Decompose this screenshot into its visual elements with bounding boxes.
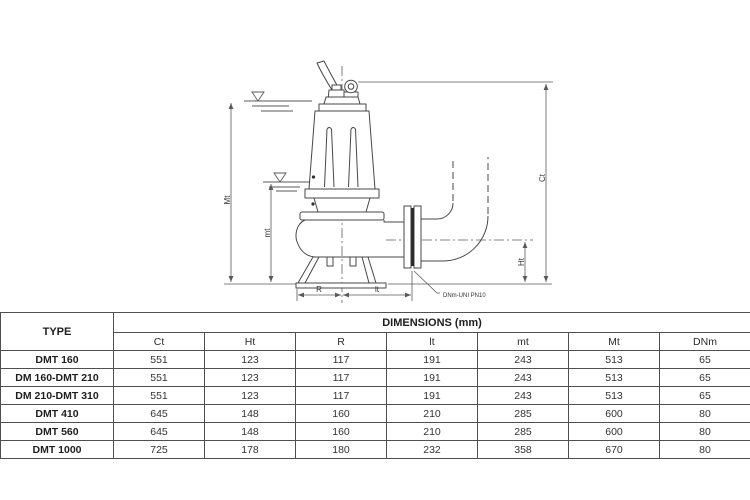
value-cell: 670 — [569, 441, 660, 459]
table-row — [1, 405, 750, 423]
pump-type: DM 160-DMT 210 — [1, 369, 114, 387]
value-cell: 513 — [569, 387, 660, 405]
flange-spec-label: DNm-UNI PN10 — [443, 293, 486, 299]
value-cell: 243 — [478, 351, 569, 369]
value-cell: 191 — [387, 369, 478, 387]
table-row — [1, 423, 750, 441]
value-cell: 210 — [387, 423, 478, 441]
dim-label-Ht: Ht — [517, 258, 526, 266]
value-cell: 117 — [296, 369, 387, 387]
col-header-DNm: DNm — [660, 333, 750, 351]
value-cell: 600 — [569, 405, 660, 423]
dim-label-mt: mt — [263, 228, 272, 238]
value-cell: 285 — [478, 423, 569, 441]
value-cell: 243 — [478, 369, 569, 387]
lifting-eye-hole — [348, 84, 354, 90]
right-support — [350, 257, 356, 266]
value-cell: 80 — [660, 423, 750, 441]
motor-housing — [309, 111, 375, 189]
col-header-lt: lt — [387, 333, 478, 351]
left-leg — [298, 257, 319, 283]
discharge-flange-plate — [414, 206, 421, 268]
cable-gland — [332, 85, 341, 90]
value-cell: 513 — [569, 369, 660, 387]
extension-lines — [224, 82, 553, 301]
pump-body — [296, 61, 488, 288]
pump-type: DMT 1000 — [1, 441, 114, 459]
bolt-dot — [311, 202, 314, 205]
value-cell: 65 — [660, 351, 750, 369]
value-cell: 243 — [478, 387, 569, 405]
discharge-flange-plate — [404, 206, 411, 268]
top-flange-band — [319, 104, 366, 111]
value-cell: 191 — [387, 387, 478, 405]
value-cell: 551 — [114, 369, 205, 387]
value-cell: 65 — [660, 369, 750, 387]
dim-label-R: R — [316, 285, 322, 294]
value-cell: 117 — [296, 351, 387, 369]
right-leg — [362, 257, 376, 283]
value-cell: 191 — [387, 351, 478, 369]
pump-type: DMT 410 — [1, 405, 114, 423]
dimensions-header: DIMENSIONS (mm) — [114, 313, 750, 333]
value-cell: 551 — [114, 387, 205, 405]
value-cell: 232 — [387, 441, 478, 459]
pump-type: DMT 560 — [1, 423, 114, 441]
value-cell: 65 — [660, 387, 750, 405]
value-cell: 148 — [205, 423, 296, 441]
volute-casing — [296, 220, 404, 257]
top-cap — [324, 97, 360, 104]
volute-top-flange — [300, 212, 384, 220]
value-cell: 160 — [296, 405, 387, 423]
value-cell: 148 — [205, 405, 296, 423]
pump-type: DMT 160 — [1, 351, 114, 369]
upper-water-level-marker — [244, 92, 312, 111]
value-cell: 160 — [296, 423, 387, 441]
base-plate — [296, 283, 386, 288]
type-header: TYPE — [1, 313, 114, 351]
dim-label-lt: lt — [375, 285, 379, 294]
discharge-pipe-top — [384, 220, 404, 222]
value-cell: 600 — [569, 423, 660, 441]
value-cell: 513 — [569, 351, 660, 369]
value-cell: 180 — [296, 441, 387, 459]
value-cell: 645 — [114, 405, 205, 423]
seal-chamber — [314, 198, 370, 212]
elbow-pipe — [421, 157, 488, 261]
value-cell: 80 — [660, 405, 750, 423]
dimensions-table — [0, 312, 750, 459]
value-cell: 123 — [205, 351, 296, 369]
bolt-dot — [312, 175, 315, 178]
dim-label-Ct: Ct — [538, 174, 547, 182]
value-cell: 551 — [114, 351, 205, 369]
col-header-Mt: Mt — [569, 333, 660, 351]
column-header-row — [1, 333, 750, 351]
table-row — [1, 441, 750, 459]
col-header-mt: mt — [478, 333, 569, 351]
col-header-R: R — [296, 333, 387, 351]
dim-label-Mt: Mt — [223, 195, 232, 205]
value-cell: 178 — [205, 441, 296, 459]
value-cell: 285 — [478, 405, 569, 423]
motor-flange — [305, 189, 379, 198]
table-row — [1, 387, 750, 405]
left-support — [327, 257, 333, 266]
value-cell: 80 — [660, 441, 750, 459]
value-cell: 725 — [114, 441, 205, 459]
value-cell: 210 — [387, 405, 478, 423]
col-header-Ct: Ct — [114, 333, 205, 351]
value-cell: 123 — [205, 369, 296, 387]
table-row — [1, 369, 750, 387]
dimension-lines — [231, 84, 546, 295]
value-cell: 117 — [296, 387, 387, 405]
table-row — [1, 351, 750, 369]
value-cell: 645 — [114, 423, 205, 441]
flange-gasket — [411, 208, 414, 266]
lower-water-level-marker — [263, 173, 309, 191]
value-cell: 123 — [205, 387, 296, 405]
col-header-Ht: Ht — [205, 333, 296, 351]
value-cell: 358 — [478, 441, 569, 459]
pump-type: DM 210-DMT 310 — [1, 387, 114, 405]
